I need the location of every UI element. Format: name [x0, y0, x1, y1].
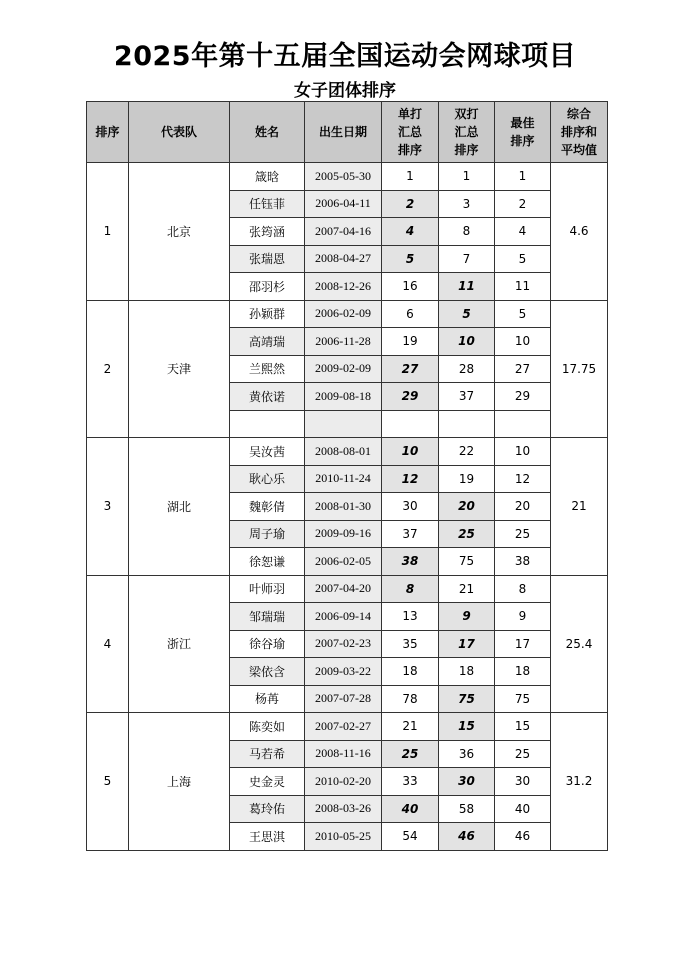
header-team: 代表队: [129, 102, 230, 163]
player-name-cell: 王思淇: [230, 823, 305, 851]
table-row: [87, 713, 608, 741]
singles-rank-cell: 18: [382, 658, 439, 686]
singles-rank-cell: 78: [382, 685, 439, 713]
team-rank-cell: 2: [87, 300, 129, 438]
header-overall-line: 平均值: [560, 143, 597, 157]
doubles-rank-cell: 28: [439, 355, 495, 383]
team-name-cell: 北京: [129, 163, 230, 301]
best-rank-cell: 29: [495, 383, 551, 411]
header-best-line: 排序: [510, 134, 535, 148]
header-singles-line: 单打: [397, 107, 422, 121]
header-doubles-line: 汇总: [454, 125, 479, 139]
best-rank-cell: 10: [495, 438, 551, 466]
doubles-rank-cell: [439, 410, 495, 438]
player-name-cell: 徐谷瑜: [230, 630, 305, 658]
best-rank-cell: 12: [495, 465, 551, 493]
doubles-rank-cell: 18: [439, 658, 495, 686]
doubles-rank-cell: 75: [439, 548, 495, 576]
doubles-rank-cell: 5: [439, 300, 495, 328]
player-name-cell: 耿心乐: [230, 465, 305, 493]
team-name-cell: 天津: [129, 300, 230, 438]
header-best: [495, 102, 551, 163]
header-singles-line: 汇总: [397, 125, 422, 139]
header-doubles: [439, 102, 495, 163]
doubles-rank-cell: 75: [439, 685, 495, 713]
birth-date-cell: 2005-05-30: [305, 163, 382, 191]
table-body: [87, 163, 608, 851]
birth-date-cell: 2009-02-09: [305, 355, 382, 383]
singles-rank-cell: 54: [382, 823, 439, 851]
birth-date-cell: 2009-08-18: [305, 383, 382, 411]
header-name: 姓名: [230, 102, 305, 163]
header-rank: 排序: [87, 102, 129, 163]
best-rank-cell: 5: [495, 245, 551, 273]
singles-rank-cell: 2: [382, 190, 439, 218]
best-rank-cell: 75: [495, 685, 551, 713]
doubles-rank-cell: 58: [439, 795, 495, 823]
doubles-rank-cell: 10: [439, 328, 495, 356]
birth-date-cell: 2006-04-11: [305, 190, 382, 218]
best-rank-cell: 30: [495, 768, 551, 796]
best-rank-cell: 2: [495, 190, 551, 218]
birth-date-cell: 2008-08-01: [305, 438, 382, 466]
doubles-rank-cell: 8: [439, 218, 495, 246]
birth-date-cell: 2007-02-23: [305, 630, 382, 658]
player-name-cell: 孙颖群: [230, 300, 305, 328]
team-average-cell: 4.6: [551, 163, 608, 301]
best-rank-cell: 8: [495, 575, 551, 603]
singles-rank-cell: 1: [382, 163, 439, 191]
doubles-rank-cell: 21: [439, 575, 495, 603]
singles-rank-cell: 29: [382, 383, 439, 411]
player-name-cell: 箴晗: [230, 163, 305, 191]
birth-date-cell: 2009-03-22: [305, 658, 382, 686]
singles-rank-cell: [382, 410, 439, 438]
player-name-cell: 张瑞恩: [230, 245, 305, 273]
singles-rank-cell: 35: [382, 630, 439, 658]
team-average-cell: 25.4: [551, 575, 608, 713]
player-name-cell: 吴汝茜: [230, 438, 305, 466]
birth-date-cell: 2006-09-14: [305, 603, 382, 631]
best-rank-cell: 27: [495, 355, 551, 383]
best-rank-cell: 15: [495, 713, 551, 741]
best-rank-cell: 1: [495, 163, 551, 191]
player-name-cell: 邵羽杉: [230, 273, 305, 301]
team-rank-cell: 4: [87, 575, 129, 713]
birth-date-cell: 2008-11-16: [305, 740, 382, 768]
birth-date-cell: 2010-05-25: [305, 823, 382, 851]
table-row: [87, 163, 608, 191]
singles-rank-cell: 38: [382, 548, 439, 576]
best-rank-cell: 5: [495, 300, 551, 328]
header-singles-line: 排序: [397, 143, 422, 157]
singles-rank-cell: 19: [382, 328, 439, 356]
header-overall: [551, 102, 608, 163]
doubles-rank-cell: 36: [439, 740, 495, 768]
player-name-cell: 黄依诺: [230, 383, 305, 411]
singles-rank-cell: 5: [382, 245, 439, 273]
best-rank-cell: 38: [495, 548, 551, 576]
singles-rank-cell: 30: [382, 493, 439, 521]
table-header-row: [87, 102, 608, 163]
player-name-cell: 邹瑞瑞: [230, 603, 305, 631]
team-average-cell: 31.2: [551, 713, 608, 851]
team-rank-cell: 5: [87, 713, 129, 851]
team-name-cell: 浙江: [129, 575, 230, 713]
header-best-line: 最佳: [510, 116, 535, 130]
best-rank-cell: 11: [495, 273, 551, 301]
team-average-cell: 17.75: [551, 300, 608, 438]
header-overall-line: 综合: [566, 107, 591, 121]
doubles-rank-cell: 3: [439, 190, 495, 218]
doubles-rank-cell: 30: [439, 768, 495, 796]
doubles-rank-cell: 7: [439, 245, 495, 273]
singles-rank-cell: 16: [382, 273, 439, 301]
best-rank-cell: 10: [495, 328, 551, 356]
best-rank-cell: 25: [495, 740, 551, 768]
header-dob: 出生日期: [305, 102, 382, 163]
doubles-rank-cell: 1: [439, 163, 495, 191]
table-row: [87, 438, 608, 466]
player-name-cell: 兰熙然: [230, 355, 305, 383]
team-average-cell: 21: [551, 438, 608, 576]
best-rank-cell: 20: [495, 493, 551, 521]
birth-date-cell: 2009-09-16: [305, 520, 382, 548]
doubles-rank-cell: 17: [439, 630, 495, 658]
doubles-rank-cell: 37: [439, 383, 495, 411]
singles-rank-cell: 27: [382, 355, 439, 383]
birth-date-cell: 2006-02-09: [305, 300, 382, 328]
team-name-cell: 上海: [129, 713, 230, 851]
player-name-cell: [230, 410, 305, 438]
player-name-cell: 叶师羽: [230, 575, 305, 603]
birth-date-cell: 2007-07-28: [305, 685, 382, 713]
doubles-rank-cell: 19: [439, 465, 495, 493]
singles-rank-cell: 4: [382, 218, 439, 246]
doubles-rank-cell: 46: [439, 823, 495, 851]
birth-date-cell: 2010-02-20: [305, 768, 382, 796]
player-name-cell: 任钰菲: [230, 190, 305, 218]
ranking-table: [86, 101, 608, 851]
singles-rank-cell: 6: [382, 300, 439, 328]
birth-date-cell: 2010-11-24: [305, 465, 382, 493]
best-rank-cell: 9: [495, 603, 551, 631]
player-name-cell: 徐恕谦: [230, 548, 305, 576]
birth-date-cell: 2008-01-30: [305, 493, 382, 521]
header-doubles-line: 排序: [454, 143, 479, 157]
singles-rank-cell: 10: [382, 438, 439, 466]
birth-date-cell: 2007-04-16: [305, 218, 382, 246]
player-name-cell: 葛玲佑: [230, 795, 305, 823]
birth-date-cell: [305, 410, 382, 438]
singles-rank-cell: 13: [382, 603, 439, 631]
best-rank-cell: 25: [495, 520, 551, 548]
birth-date-cell: 2007-04-20: [305, 575, 382, 603]
doubles-rank-cell: 20: [439, 493, 495, 521]
best-rank-cell: 40: [495, 795, 551, 823]
best-rank-cell: 17: [495, 630, 551, 658]
player-name-cell: 张筠涵: [230, 218, 305, 246]
header-singles: [382, 102, 439, 163]
team-name-cell: 湖北: [129, 438, 230, 576]
singles-rank-cell: 40: [382, 795, 439, 823]
table-row: [87, 575, 608, 603]
player-name-cell: 梁依含: [230, 658, 305, 686]
singles-rank-cell: 8: [382, 575, 439, 603]
singles-rank-cell: 25: [382, 740, 439, 768]
player-name-cell: 魏彰倩: [230, 493, 305, 521]
page-title: 2025年第十五届全国运动会网球项目: [113, 41, 577, 72]
player-name-cell: 马若希: [230, 740, 305, 768]
birth-date-cell: 2006-11-28: [305, 328, 382, 356]
birth-date-cell: 2008-03-26: [305, 795, 382, 823]
player-name-cell: 周子瑜: [230, 520, 305, 548]
doubles-rank-cell: 22: [439, 438, 495, 466]
player-name-cell: 史金灵: [230, 768, 305, 796]
team-rank-cell: 3: [87, 438, 129, 576]
singles-rank-cell: 37: [382, 520, 439, 548]
birth-date-cell: 2006-02-05: [305, 548, 382, 576]
birth-date-cell: 2008-04-27: [305, 245, 382, 273]
singles-rank-cell: 21: [382, 713, 439, 741]
player-name-cell: 杨苒: [230, 685, 305, 713]
doubles-rank-cell: 11: [439, 273, 495, 301]
birth-date-cell: 2007-02-27: [305, 713, 382, 741]
header-doubles-line: 双打: [454, 107, 479, 121]
team-rank-cell: 1: [87, 163, 129, 301]
best-rank-cell: 18: [495, 658, 551, 686]
birth-date-cell: 2008-12-26: [305, 273, 382, 301]
singles-rank-cell: 12: [382, 465, 439, 493]
singles-rank-cell: 33: [382, 768, 439, 796]
header-overall-line: 排序和: [560, 125, 597, 139]
player-name-cell: 陈奕如: [230, 713, 305, 741]
doubles-rank-cell: 25: [439, 520, 495, 548]
doubles-rank-cell: 9: [439, 603, 495, 631]
doubles-rank-cell: 15: [439, 713, 495, 741]
page-subtitle: 女子团体排序: [294, 81, 396, 101]
player-name-cell: 高靖瑞: [230, 328, 305, 356]
best-rank-cell: 4: [495, 218, 551, 246]
best-rank-cell: 46: [495, 823, 551, 851]
table-row: [87, 300, 608, 328]
best-rank-cell: [495, 410, 551, 438]
